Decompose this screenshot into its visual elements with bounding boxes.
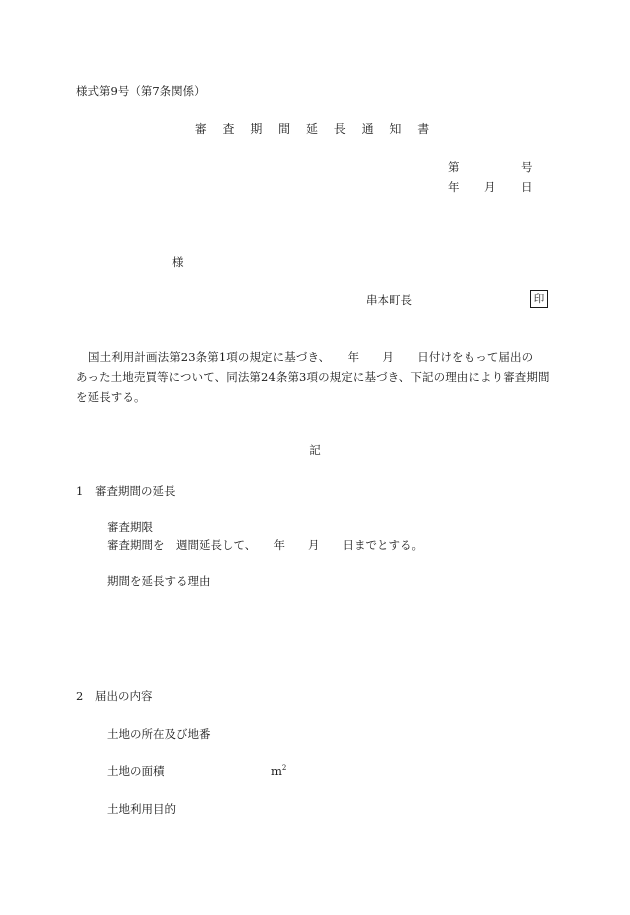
section2-title: 届出の内容	[95, 689, 153, 703]
ki-heading: 記	[309, 443, 321, 457]
form-number: 様式第9号（第7条関係）	[76, 84, 206, 98]
issuer-name: 串本町長	[366, 293, 412, 307]
body-line-3: を延長する。	[76, 390, 146, 404]
body-line-1: 国土利用計画法第23条第1項の規定に基づき、 年 月 日付けをもって届出の	[88, 350, 534, 364]
reason-label: 期間を延長する理由	[107, 574, 211, 588]
section1-title: 審査期間の延長	[95, 484, 176, 498]
doc-number-prefix: 第	[448, 160, 460, 174]
area-unit-power: 2	[281, 764, 287, 772]
notice-body	[76, 347, 556, 407]
deadline-text: 審査期間を 週間延長して、 年 月 日までとする。	[107, 538, 424, 552]
land-purpose-label: 土地利用目的	[107, 802, 176, 816]
section2-number: 2	[76, 689, 84, 703]
date-day-label: 日	[521, 180, 533, 194]
section1-number: 1	[76, 484, 84, 498]
area-unit-base: m	[271, 764, 282, 778]
land-area-label: 土地の面積	[107, 764, 165, 778]
deadline-label: 審査期限	[107, 520, 153, 534]
date-year-label: 年	[448, 180, 460, 194]
land-area-unit	[271, 763, 286, 779]
land-location-label: 土地の所在及び地番	[107, 727, 211, 741]
seal-mark: 印	[530, 290, 548, 308]
date-month-label: 月	[484, 180, 496, 194]
addressee-honorific: 様	[172, 255, 184, 269]
body-line-2: あった土地売買等について、同法第24条第3項の規定に基づき、下記の理由により審査期間	[76, 370, 550, 384]
document-title: 審 査 期 間 延 長 通 知 書	[194, 122, 436, 136]
doc-number-suffix: 号	[521, 160, 533, 174]
